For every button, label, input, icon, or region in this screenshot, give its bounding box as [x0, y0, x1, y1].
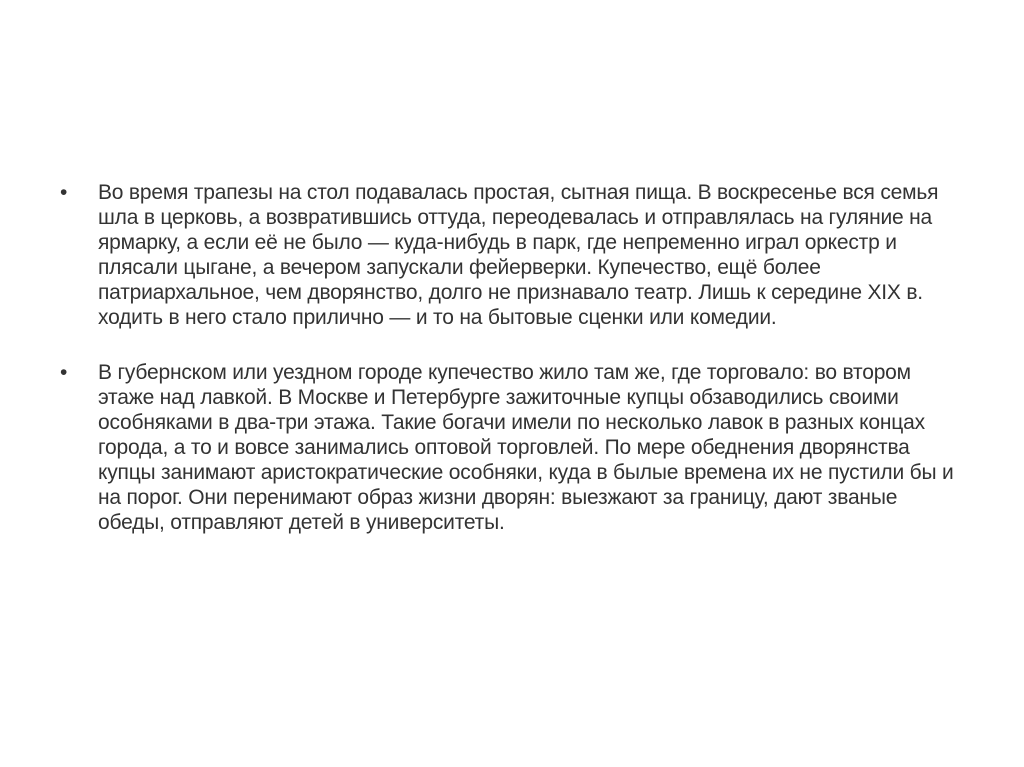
bullet-item-2	[60, 360, 960, 535]
bullet-list	[60, 180, 960, 565]
bullet-icon: •	[60, 181, 68, 204]
bullet-text: Во время трапезы на стол подавалась простая, сытная пища. В воскресенье вся семья шла в церковь, а возвратившись оттуда, переодевалась и отправлялась на гуляние на ярмарку, а если её не было — куда-нибудь в парк, где непременно играл оркестр и плясали цыгане, а вечером запускали фейерверки. Купечество, ещё более патриархальное, чем дворянство, долго не признавало театр. Лишь к середине XIX в. ходить в него стало прилично — и то на бытовые сценки или комедии.	[98, 181, 939, 329]
bullet-icon: •	[60, 361, 68, 384]
bullet-item-1	[60, 180, 960, 330]
bullet-text: В губернском или уездном городе купечество жило там же, где торговало: во втором этаже над лавкой. В Москве и Петербурге зажиточные купцы обзаводились своими особняками в два-три этажа. Такие богачи имели по несколько лавок в разных концах города, а то и вовсе занимались оптовой торговлей. По мере обеднения дворянства купцы занимают аристократические особняки, куда в былые времена их не пустили бы и на порог. Они перенимают образ жизни дворян: выезжают за границу, дают званые обеды, отправляют детей в университеты.	[98, 361, 954, 534]
